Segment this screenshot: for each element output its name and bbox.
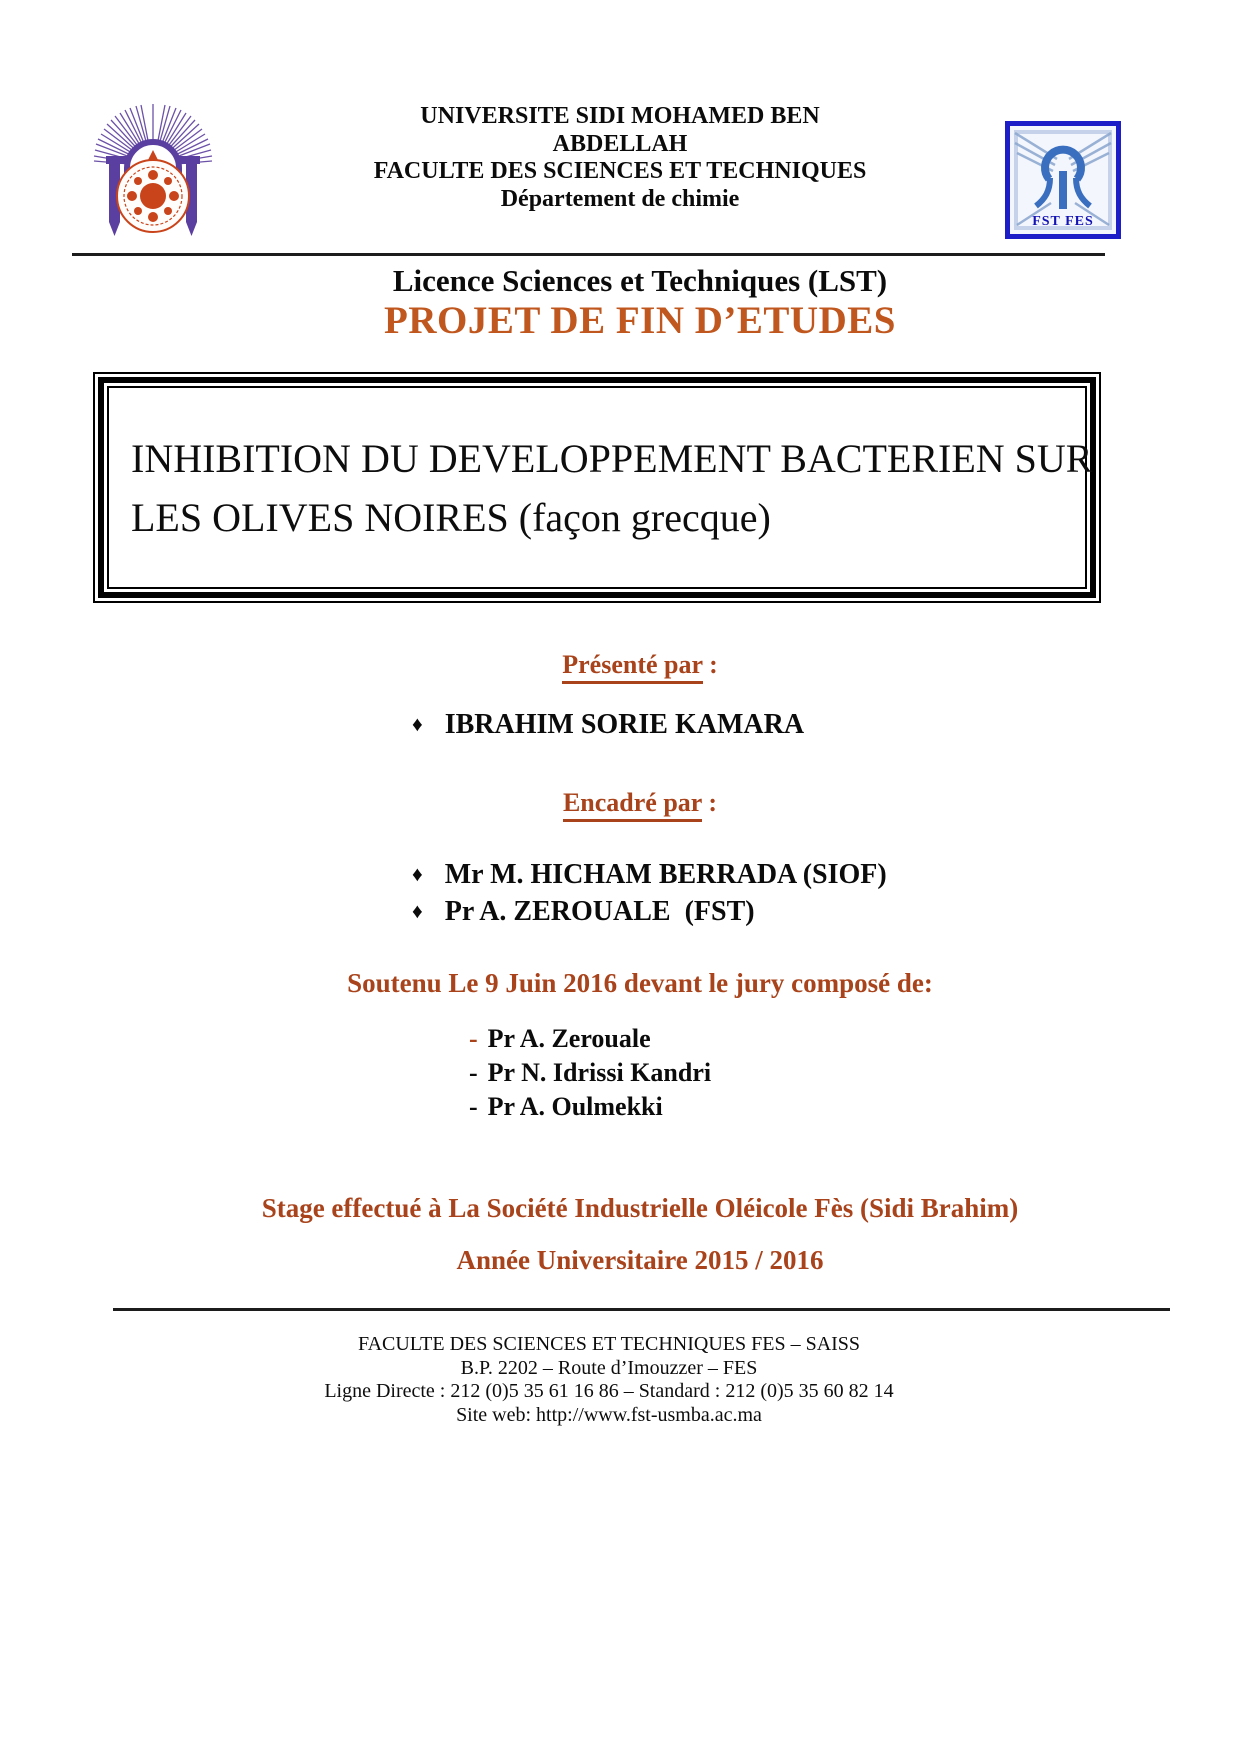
supervisor-item — [412, 893, 887, 930]
jury-list — [469, 1022, 711, 1124]
jury-member-name: Pr A. Zerouale — [487, 1024, 651, 1053]
supervised-by-colon: : — [701, 788, 718, 817]
jury-member — [469, 1056, 711, 1090]
program-block — [40, 263, 1240, 343]
fst-fes-logo-caption: FST FES — [1032, 214, 1094, 229]
diamond-bullet-icon: ♦ — [412, 899, 423, 923]
header-text-block — [250, 103, 990, 213]
thesis-title-box-mid-border — [98, 377, 1096, 598]
dash-bullet: - — [469, 1058, 478, 1087]
diamond-bullet-icon: ♦ — [412, 712, 423, 736]
candidate-name: IBRAHIM SORIE KAMARA — [444, 709, 805, 740]
diamond-bullet-icon: ♦ — [412, 862, 423, 886]
footer-address-line: B.P. 2202 – Route d’Imouzzer – FES — [460, 1356, 758, 1379]
presented-by-colon: : — [702, 650, 718, 679]
footer-block — [0, 1333, 1218, 1427]
jury-member — [469, 1022, 711, 1056]
academic-year: Année Universitaire 2015 / 2016 — [456, 1245, 824, 1275]
supervisor-name: Pr A. ZEROUALE (FST) — [444, 896, 755, 927]
supervised-by-label: Encadré par — [563, 788, 702, 822]
university-name-line-1: UNIVERSITE SIDI MOHAMED BEN — [420, 103, 820, 129]
footer-website-line: Site web: http://www.fst-usmba.ac.ma — [456, 1403, 762, 1426]
thesis-title-line-1: INHIBITION DU DEVELOPPEMENT BACTERIEN SUR — [131, 435, 1093, 481]
thesis-title-box — [93, 372, 1101, 603]
jury-member-name: Pr A. Oulmekki — [487, 1092, 663, 1121]
project-title: PROJET DE FIN D’ETUDES — [384, 299, 896, 342]
faculty-name: FACULTE DES SCIENCES ET TECHNIQUES — [373, 158, 867, 184]
supervisors-list — [412, 856, 887, 930]
supervised-by-heading — [563, 788, 717, 822]
candidate-row — [412, 706, 804, 743]
department-name: Département de chimie — [500, 185, 740, 212]
footer-faculty-line: FACULTE DES SCIENCES ET TECHNIQUES FES – SAISS — [357, 1333, 861, 1355]
presented-by-heading-row — [40, 650, 1240, 680]
defense-heading-row — [40, 968, 1240, 999]
fst-fes-logo — [1005, 121, 1121, 239]
jury-member — [469, 1090, 711, 1124]
presented-by-heading — [562, 650, 717, 684]
dash-bullet: - — [469, 1024, 478, 1053]
jury-member-name: Pr N. Idrissi Kandri — [487, 1058, 712, 1087]
academic-year-row — [40, 1244, 1240, 1276]
supervised-by-heading-row — [40, 788, 1240, 818]
footer-phone-line: Ligne Directe : 212 (0)5 35 61 16 86 – Standard : 212 (0)5 35 60 82 14 — [324, 1380, 894, 1402]
university-name-line-2: ABDELLAH — [552, 130, 688, 157]
internship-location: Stage effectué à La Société Industrielle Oléicole Fès (Sidi Brahim) — [261, 1193, 1019, 1223]
university-emblem-graphic — [90, 96, 216, 246]
thesis-title-line-2: LES OLIVES NOIRES (façon grecque) — [131, 494, 771, 540]
header-divider — [72, 253, 1105, 256]
internship-row — [40, 1192, 1240, 1224]
supervisor-item — [412, 856, 887, 893]
supervisor-name: Mr M. HICHAM BERRADA (SIOF) — [444, 859, 887, 890]
university-emblem-logo — [90, 96, 216, 246]
thesis-title-box-inner — [107, 386, 1093, 589]
fst-fes-logo-graphic — [1005, 121, 1121, 239]
presented-by-label: Présenté par — [562, 650, 702, 684]
dash-bullet: - — [469, 1092, 478, 1121]
defense-heading: Soutenu Le 9 Juin 2016 devant le jury composé de: — [347, 968, 933, 998]
degree-line: Licence Sciences et Techniques (LST) — [392, 263, 888, 298]
footer-divider — [113, 1308, 1170, 1311]
